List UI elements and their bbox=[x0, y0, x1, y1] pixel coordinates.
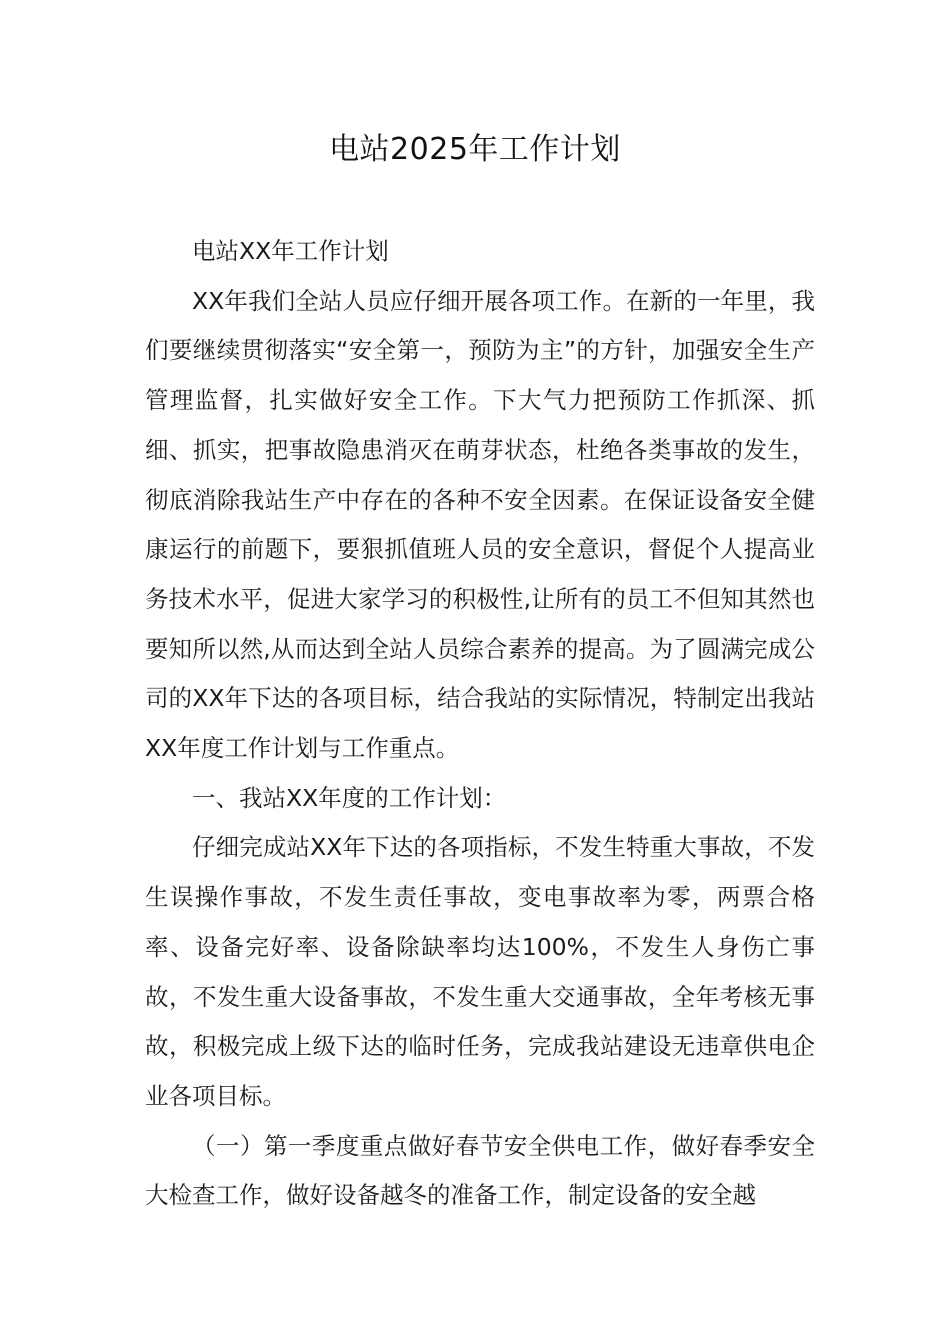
paragraph-intro: XX年我们全站人员应仔细开展各项工作。在新的一年里，我们要继续贯彻落实“安全第一，预防为主”的方针，加强安全生产管理监督，扎实做好安全工作。下大气力把预防工作抓深、抓细、抓实，把事故隐患消灭在萌芽状态，杜绝各类事故的发生，彻底消除我站生产中存在的各种不安全因素。在保证设备安全健康运行的前题下，要狠抓值班人员的安全意识，督促个人提高业务技术水平，促进大家学习的积极性,让所有的员工不但知其然也要知所以然,从而达到全站人员综合素养的提高。为了圆满完成公司的XX年下达的各项目标，结合我站的实际情况，特制定出我站XX年度工作计划与工作重点。 bbox=[145, 286, 815, 763]
paragraph-subtitle: 电站XX年工作计划 bbox=[192, 237, 389, 265]
paragraph-targets: 仔细完成站XX年下达的各项指标，不发生特重大事故，不发生误操作事故，不发生责任事故，变电事故率为零，两票合格率、设备完好率、设备除缺率均达100%，不发生人身伤亡事故，不发生重大设备事故，不发生重大交通事故，全年考核无事故，积极完成上级下达的临时任务，完成我站建设无违章供电企业各项目标。 bbox=[145, 833, 815, 1110]
section-heading-1: 一、我站XX年度的工作计划： bbox=[192, 783, 507, 812]
document-title: 电站2025年工作计划 bbox=[329, 132, 621, 167]
paragraph-q1: （一）第一季度重点做好春节安全供电工作，做好春季安全大检查工作，做好设备越冬的准备工作，制定设备的安全越 bbox=[145, 1131, 815, 1210]
document-body bbox=[145, 227, 815, 1221]
